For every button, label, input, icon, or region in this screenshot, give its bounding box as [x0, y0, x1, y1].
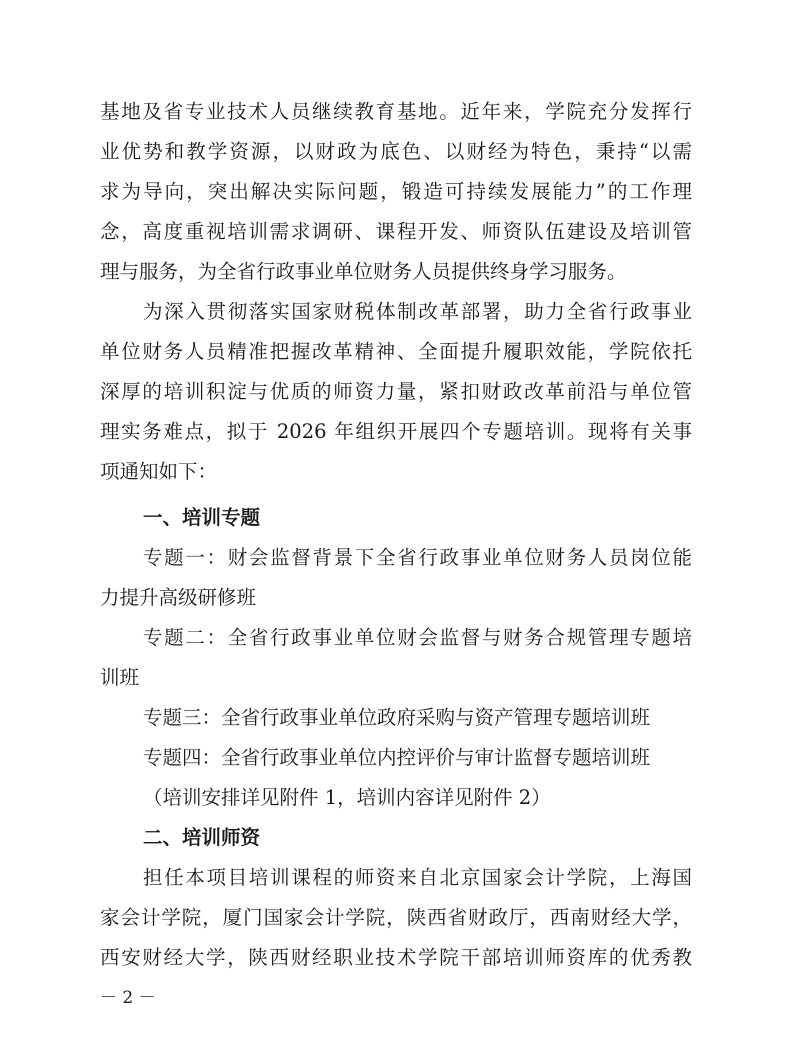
section-heading-topics: 一、培训专题	[143, 506, 261, 529]
paragraph-2-line-4: 理实务难点，拟于 2026 年组织开展四个专题培训。现将有关事	[100, 420, 692, 443]
paragraph-2-line-5: 项通知如下：	[100, 460, 218, 483]
paragraph-3-line-3: 西安财经大学，陕西财经职业技术学院干部培训师资库的优秀教	[100, 946, 692, 969]
paragraph-2-line-3: 深厚的培训积淀与优质的师资力量，紧扣财政改革前沿与单位管	[100, 380, 692, 403]
paragraph-1-line-2: 业优势和教学资源，以财政为底色、以财经为特色，秉持“以需	[100, 140, 692, 163]
topic-attachment-note: （培训安排详见附件 1，培训内容详见附件 2）	[143, 786, 551, 809]
paragraph-1-line-5: 理与服务，为全省行政事业单位财务人员提供终身学习服务。	[100, 260, 627, 283]
paragraph-2-line-2: 单位财务人员精准把握改革精神、全面提升履职效能，学院依托	[100, 340, 692, 363]
paragraph-1-line-1: 基地及省专业技术人员继续教育基地。近年来，学院充分发挥行	[100, 100, 692, 123]
topic-3: 专题三：全省行政事业单位政府采购与资产管理专题培训班	[143, 706, 651, 729]
topic-2-line-1: 专题二：全省行政事业单位财会监督与财务合规管理专题培	[143, 626, 692, 649]
topic-1-line-2: 力提升高级研修班	[100, 586, 257, 609]
paragraph-3-line-1: 担任本项目培训课程的师资来自北京国家会计学院，上海国	[143, 866, 692, 889]
topic-1-line-1: 专题一：财会监督背景下全省行政事业单位财务人员岗位能	[143, 546, 692, 569]
topic-4: 专题四：全省行政事业单位内控评价与审计监督专题培训班	[143, 746, 651, 769]
page-number: － 2 －	[100, 988, 156, 1008]
section-heading-faculty: 二、培训师资	[143, 826, 261, 849]
paragraph-1-line-3: 求为导向，突出解决实际问题，锻造可持续发展能力”的工作理	[100, 180, 692, 203]
paragraph-1-line-4: 念，高度重视培训需求调研、课程开发、师资队伍建设及培训管	[100, 220, 692, 243]
paragraph-3-line-2: 家会计学院，厦门国家会计学院，陕西省财政厅，西南财经大学，	[100, 906, 692, 929]
topic-2-line-2: 训班	[100, 666, 140, 689]
paragraph-2-line-1: 为深入贯彻落实国家财税体制改革部署，助力全省行政事业	[143, 300, 692, 323]
